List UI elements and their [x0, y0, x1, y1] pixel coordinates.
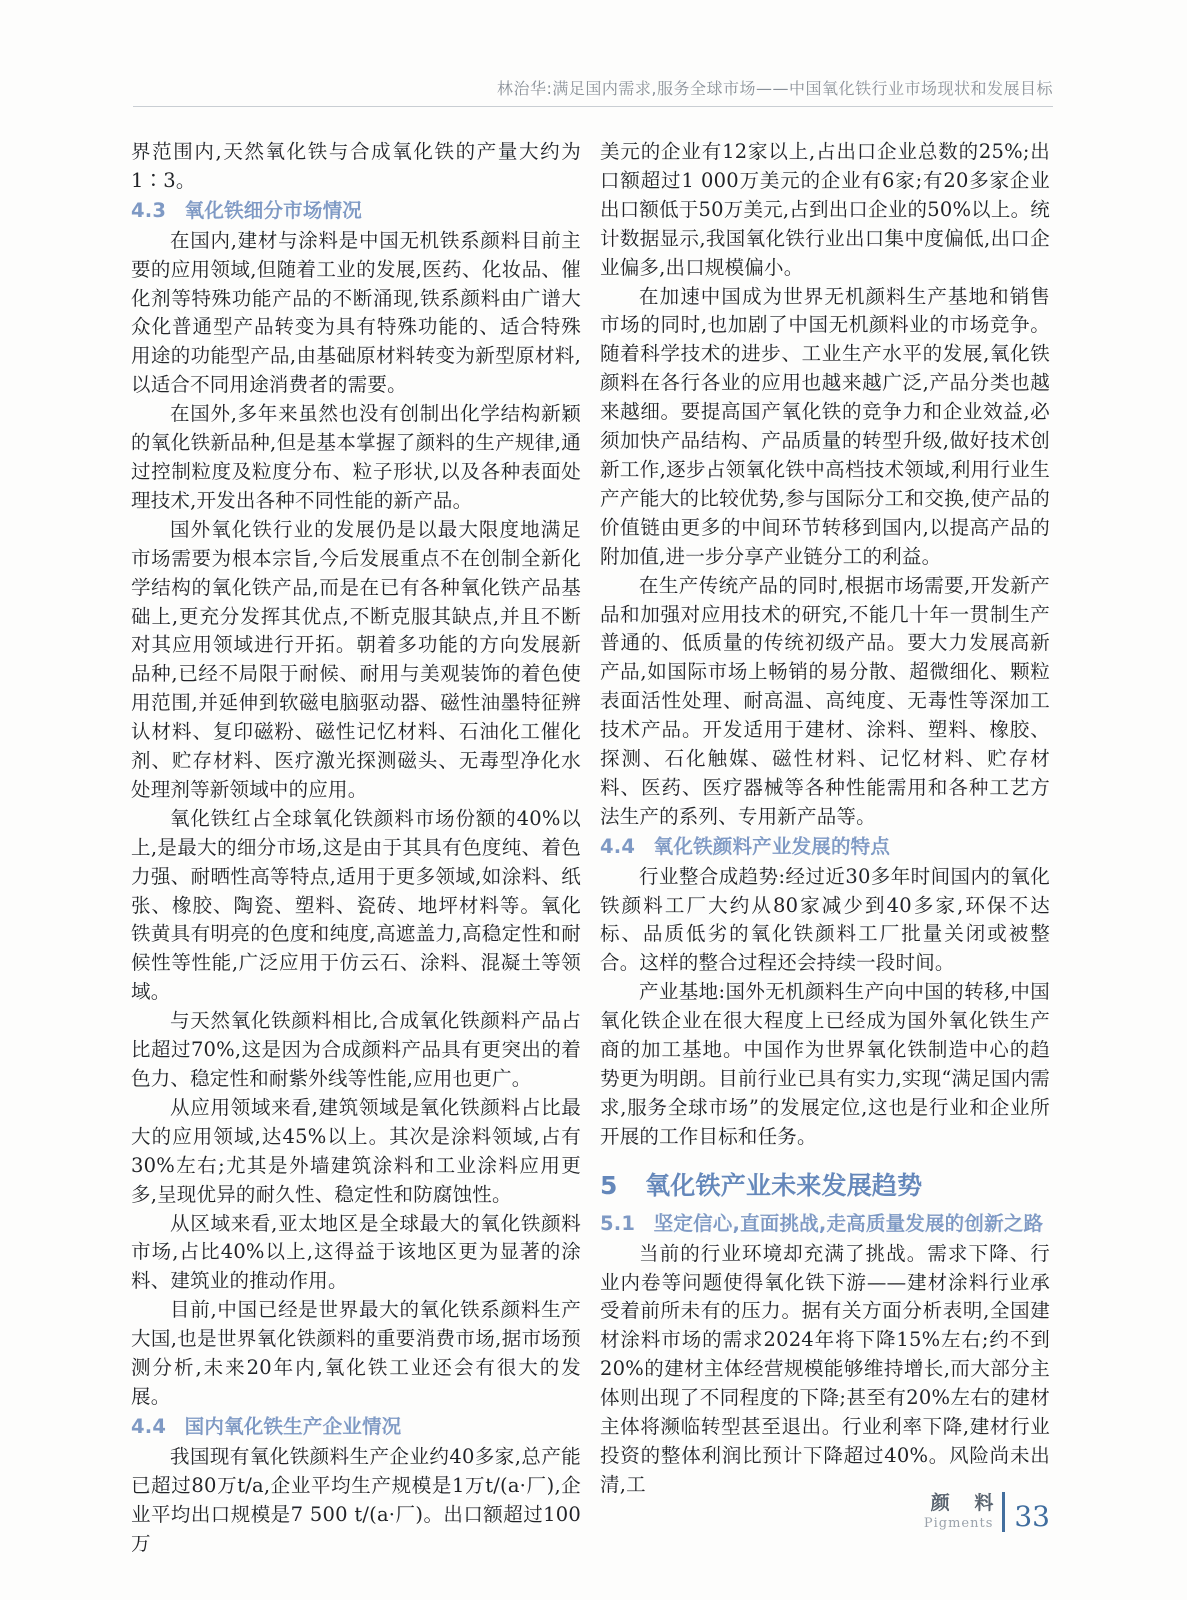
body-paragraph: 与天然氧化铁颜料相比,合成氧化铁颜料产品占比超过70%,这是因为合成颜料产品具有更突出的着色力、稳定性和耐紫外线等性能,应用也更广。 [131, 1009, 581, 1090]
body-paragraph: 美元的企业有12家以上,占出口企业总数的25%;出口额超过1 000万美元的企业有6家;有20多家企业出口额低于50万美元,占到出口企业的50%以上。统计数据显示,我国氧化铁行业出口集中度偏低,出口企业偏多,出口规模偏小。 [600, 140, 1050, 279]
body-paragraph: 目前,中国已经是世界最大的氧化铁系颜料生产大国,也是世界氧化铁颜料的重要消费市场,据市场预测分析,未来20年内,氧化铁工业还会有很大的发展。 [131, 1298, 581, 1408]
page-number: 33 [1014, 1500, 1050, 1534]
body-paragraph: 产业基地:国外无机颜料生产向中国的转移,中国氧化铁企业在很大程度上已经成为国外氧化铁生产商的加工基地。中国作为世界氧化铁制造中心的趋势更为明朗。目前行业已具有实力,实现“满足国内需求,服务全球市场”的发展定位,这也是行业和企业所开展的工作目标和任务。 [600, 980, 1050, 1148]
body-paragraph: 在国外,多年来虽然也没有创制出化学结构新颖的氧化铁新品种,但是基本掌握了颜料的生产规律,通过控制粒度及粒度分布、粒子形状,以及各种表面处理技术,开发出各种不同性能的新产品。 [131, 402, 581, 512]
page-footer [924, 1492, 1050, 1532]
body-paragraph: 从区域来看,亚太地区是全球最大的氧化铁颜料市场,占比40%以上,这得益于该地区更为显著的涂料、建筑业的推动作用。 [131, 1211, 581, 1293]
heading-number: 4.4 [600, 834, 636, 858]
body-paragraph: 在加速中国成为世界无机颜料生产基地和销售市场的同时,也加剧了中国无机颜料业的市场竞争。随着科学技术的进步、工业生产水平的发展,氧化铁颜料在各行各业的应用也越来越广泛,产品分类也越来越细。要提高国产氧化铁的竞争力和企业效益,必须加快产品结构、产品质量的转型升级,做好技术创新工作,逐步占领氧化铁中高档技术领域,利用行业生产产能大的比较优势,参与国际分工和交换,使产品的价值链由更多的中间环节转移到国内,以提高产品的附加值,进一步分享产业链分工的利益。 [600, 284, 1050, 568]
right-text-column [600, 138, 1050, 1500]
body-paragraph: 从应用领域来看,建筑领域是氧化铁颜料占比最大的应用领域,达45%以上。其次是涂料领域,占有30%左右;尤其是外墙建筑涂料和工业涂料应用更多,呈现优异的耐久性、稳定性和防腐蚀性。 [131, 1095, 581, 1206]
heading-number: 4.4 [131, 1414, 167, 1438]
journal-name-block [923, 1492, 1003, 1532]
journal-name-english: Pigments [923, 1515, 994, 1531]
heading-number: 5.1 [600, 1211, 636, 1235]
heading-title: 氧化铁细分市场情况 [184, 198, 362, 222]
body-paragraph: 当前的行业环境却充满了挑战。需求下降、行业内卷等问题使得氧化铁下游——建材涂料行业承受着前所未有的压力。据有关方面分析表明,全国建材涂料市场的需求2024年将下降15%左右;约不到20%的建材主体经营规模能够维持增长,而大部分主体则出现了不同程度的下降;甚至有20%左右的建材主体将濒临转型甚至退出。行业利率下降,建材行业投资的整体利润比预计下降超过40%。风险尚未出清,工 [600, 1241, 1050, 1496]
body-paragraph: 在国内,建材与涂料是中国无机铁系颜料目前主要的应用领域,但随着工业的发展,医药、化妆品、催化剂等特殊功能产品的不断涌现,铁系颜料由广谱大众化普通型产品转变为具有特殊功能的、适合特殊用途的功能型产品,由基础原材料转变为新型原材料,以适合不同用途消费者的需要。 [131, 228, 581, 397]
body-paragraph: 在生产传统产品的同时,根据市场需要,开发新产品和加强对应用技术的研究,不能几十年一贯制生产普通的、低质量的传统初级产品。要大力发展高新产品,如国际市场上畅销的易分散、超微细化、颗粒表面活性处理、耐高温、高纯度、无毒性等深加工技术产品。开发适用于建材、涂料、塑料、橡胶、探测、石化触媒、磁性材料、记忆材料、贮存材料、医药、医疗器械等各种性能需用和各种工艺方法生产的系列、专用新产品等。 [600, 573, 1050, 828]
subsection-heading [131, 197, 581, 226]
journal-name-chinese: 颜 料 [930, 1492, 1003, 1514]
subsection-heading [131, 1413, 581, 1442]
heading-title: 坚定信心,直面挑战,走高质量发展的创新之路 [653, 1211, 1044, 1235]
heading-number: 4.3 [131, 198, 167, 222]
subsection-heading [600, 833, 1050, 862]
body-paragraph: 界范围内,天然氧化铁与合成氧化铁的产量大约为1∶3。 [131, 140, 581, 192]
section-heading [600, 1169, 1050, 1203]
heading-number: 5 [600, 1170, 618, 1200]
header-rule [133, 106, 1053, 107]
body-paragraph: 氧化铁红占全球氧化铁颜料市场份额的40%以上,是最大的细分市场,这是由于其具有色度纯、着色力强、耐晒性高等特点,适用于更多领域,如涂料、纸张、橡胶、陶瓷、塑料、瓷砖、地坪材料等。氧化铁黄具有明亮的色度和纯度,高遮盖力,高稳定性和耐候性等性能,广泛应用于仿云石、涂料、混凝土等领域。 [131, 806, 581, 1004]
heading-title: 国内氧化铁生产企业情况 [184, 1414, 402, 1438]
heading-title: 氧化铁产业未来发展趋势 [645, 1170, 923, 1200]
body-paragraph: 行业整合成趋势:经过近30多年时间国内的氧化铁颜料工厂大约从80家减少到40多家,环保不达标、品质低劣的氧化铁颜料工厂批量关闭或被整合。这样的整合过程还会持续一段时间。 [600, 864, 1050, 975]
subsection-heading [600, 1210, 1050, 1239]
heading-title: 氧化铁颜料产业发展的特点 [653, 834, 891, 858]
body-paragraph: 我国现有氧化铁颜料生产企业约40多家,总产能已超过80万t/a,企业平均生产规模是1万t/(a·厂),企业平均出口规模是7 500 t/(a·厂)。出口额超过100万 [131, 1444, 581, 1555]
body-paragraph: 国外氧化铁行业的发展仍是以最大限度地满足市场需要为根本宗旨,今后发展重点不在创制全新化学结构的氧化铁产品,而是在已有各种氧化铁产品基础上,更充分发挥其优点,不断克服其缺点,并且不断对其应用领域进行开拓。朝着多功能的方向发展新品种,已经不局限于耐候、耐用与美观装饰的着色使用范围,并延伸到软磁电脑驱动器、磁性油墨特征辨认材料、复印磁粉、磁性记忆材料、石油化工催化剂、贮存材料、医疗激光探测磁头、无毒型净化水处理剂等新领域中的应用。 [131, 517, 581, 801]
footer-divider-bar [1002, 1492, 1005, 1532]
running-header-title: 林治华:满足国内需求,服务全球市场——中国氧化铁行业市场现状和发展目标 [497, 79, 1053, 98]
left-text-column [131, 138, 581, 1558]
